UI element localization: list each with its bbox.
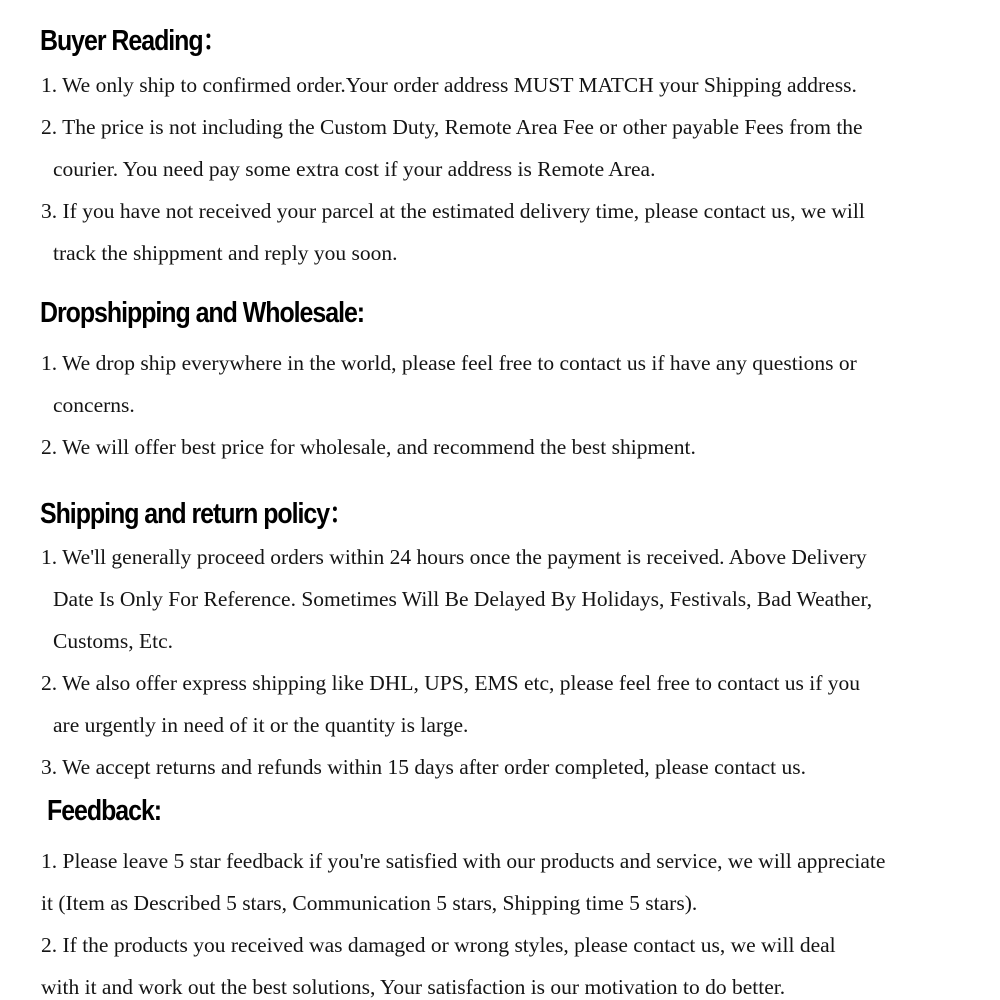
buyer-reading-line-5: track the shippment and reply you soon. [53,241,398,265]
dropshipping-line-1: 1. We drop ship everywhere in the world, please feel free to contact us if have any questions or [41,351,857,375]
feedback-line-2: it (Item as Described 5 stars, Communication 5 stars, Shipping time 5 stars). [41,891,698,915]
feedback-line-4: with it and work out the best solutions, Your satisfaction is our motivation to do better. [41,975,786,999]
feedback-line-1: 1. Please leave 5 star feedback if you're satisfied with our products and service, we will appreciate [41,849,886,873]
heading-feedback: Feedback: [47,795,162,827]
shipping-return-line-4: 2. We also offer express shipping like DHL, UPS, EMS etc, please feel free to contact us if you [41,671,861,695]
heading-dropshipping: Dropshipping and Wholesale: [40,297,365,329]
shipping-return-line-2: Date Is Only For Reference. Sometimes Will Be Delayed By Holidays, Festivals, Bad Weather, [53,587,873,611]
shipping-return-line-6: 3. We accept returns and refunds within 15 days after order completed, please contact us. [41,755,807,779]
buyer-reading-line-1: 1. We only ship to confirmed order.Your order address MUST MATCH your Shipping address. [41,73,857,97]
feedback-line-3: 2. If the products you received was damaged or wrong styles, please contact us, we will deal [41,933,836,957]
shipping-return-line-5: are urgently in need of it or the quantity is large. [53,713,469,737]
heading-buyer-reading: Buyer Reading： [40,25,227,57]
shipping-return-line-1: 1. We'll generally proceed orders within 24 hours once the payment is received. Above Delivery [41,545,867,569]
buyer-reading-line-4: 3. If you have not received your parcel at the estimated delivery time, please contact us, we will [41,199,865,223]
shipping-return-line-3: Customs, Etc. [53,629,174,653]
buyer-reading-line-2: 2. The price is not including the Custom Duty, Remote Area Fee or other payable Fees from the [41,115,863,139]
buyer-reading-line-3: courier. You need pay some extra cost if your address is Remote Area. [53,157,656,181]
dropshipping-line-2: concerns. [53,393,135,417]
dropshipping-line-3: 2. We will offer best price for wholesale, and recommend the best shipment. [41,435,696,459]
heading-shipping-return: Shipping and return policy： [40,498,353,530]
